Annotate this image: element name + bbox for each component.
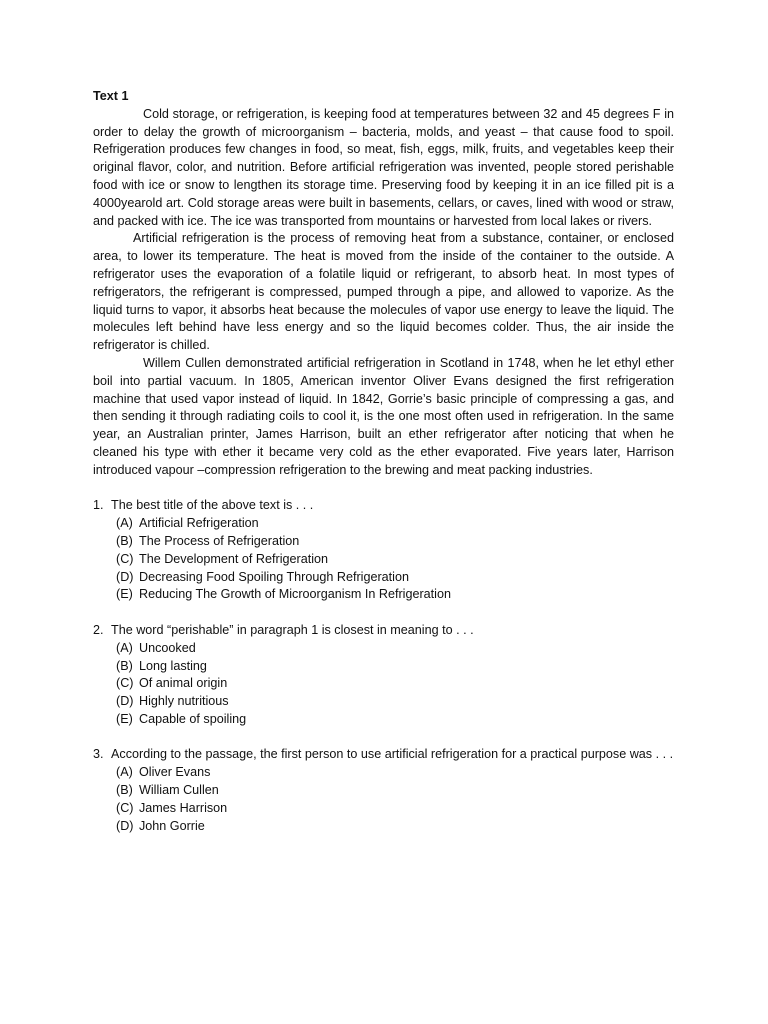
question-number: 3. bbox=[93, 747, 104, 762]
option-item bbox=[116, 586, 674, 604]
document-page bbox=[93, 88, 674, 835]
option-letter: (D) bbox=[116, 694, 134, 709]
option-text: Of animal origin bbox=[139, 676, 228, 691]
question-stem bbox=[93, 497, 674, 515]
option-text: Long lasting bbox=[139, 658, 207, 673]
option-letter: (E) bbox=[116, 711, 133, 726]
option-letter: (A) bbox=[116, 765, 133, 780]
option-letter: (E) bbox=[116, 587, 133, 602]
option-text: James Harrison bbox=[139, 800, 228, 815]
option-list bbox=[93, 764, 674, 835]
option-letter: (B) bbox=[116, 658, 133, 673]
option-text: Oliver Evans bbox=[139, 765, 211, 780]
option-letter: (C) bbox=[116, 800, 134, 815]
option-item bbox=[116, 569, 674, 587]
option-item bbox=[116, 693, 674, 711]
question-text: The word “perishable” in paragraph 1 is closest in meaning to . . . bbox=[111, 622, 474, 637]
option-letter: (D) bbox=[116, 818, 134, 833]
option-item bbox=[116, 782, 674, 800]
paragraph-2: Artificial refrigeration is the process of removing heat from a substance, container, or enclosed area, to lower its temperature. The heat is moved from the inside of the container to the outside. A refrigerator uses the evaporation of a folatile liquid or refrigerant, to absorb heat. In most types of refrigerators, the refrigerant is compressed, pumped through a pipe, and allowed to vaporize. As the liquid turns to vapor, it absorbs heat because the molecules of vapor use energy to leave the liquid. The molecules left behind have less energy and so the liquid becomes colder. Thus, the air inside the refrigerator is chilled. bbox=[93, 231, 674, 353]
question-2 bbox=[93, 622, 674, 729]
option-text: William Cullen bbox=[139, 783, 219, 798]
option-item bbox=[116, 764, 674, 782]
option-item bbox=[116, 711, 674, 729]
option-text: John Gorrie bbox=[139, 818, 205, 833]
option-item bbox=[116, 800, 674, 818]
option-text: Decreasing Food Spoiling Through Refrigeration bbox=[139, 569, 409, 584]
question-1 bbox=[93, 497, 674, 604]
option-item bbox=[116, 515, 674, 533]
question-number: 1. bbox=[93, 498, 104, 513]
option-text: Uncooked bbox=[139, 640, 196, 655]
question-stem bbox=[93, 746, 674, 764]
option-list bbox=[93, 515, 674, 604]
option-item bbox=[116, 640, 674, 658]
option-item bbox=[116, 675, 674, 693]
text-heading: Text 1 bbox=[93, 89, 129, 103]
option-letter: (B) bbox=[116, 783, 133, 798]
paragraph-3: Willem Cullen demonstrated artificial refrigeration in Scotland in 1748, when he let ethyl ether boil into partial vacuum. In 1805, American inventor Oliver Evans designed the first refrigeration machine that used vapor instead of liquid. In 1842, Gorrie’s basic principle of compressing a gas, and then sending it through radiating coils to cool it, is the one most often used in refrigeration. In the same year, an Australian printer, James Harrison, built an ether refrigerator after noticing that when he cleaned his type with ether it became very cold as the ether evaporated. Five years later, Harrison introduced vapour –compression refrigeration to the brewing and meat packing industries. bbox=[93, 355, 674, 477]
option-item bbox=[116, 551, 674, 569]
option-letter: (A) bbox=[116, 640, 133, 655]
option-text: Reducing The Growth of Microorganism In Refrigeration bbox=[139, 587, 451, 602]
question-text: According to the passage, the first person to use artificial refrigeration for a practical purpose was . . . bbox=[111, 747, 674, 762]
option-text: The Development of Refrigeration bbox=[139, 551, 329, 566]
option-letter: (A) bbox=[116, 516, 133, 531]
option-item bbox=[116, 818, 674, 836]
option-letter: (B) bbox=[116, 533, 133, 548]
option-letter: (C) bbox=[116, 551, 134, 566]
option-text: Capable of spoiling bbox=[139, 711, 247, 726]
option-letter: (C) bbox=[116, 676, 134, 691]
question-3 bbox=[93, 746, 674, 835]
option-text: Artificial Refrigeration bbox=[139, 516, 259, 531]
option-text: Highly nutritious bbox=[139, 694, 229, 709]
option-item bbox=[116, 658, 674, 676]
option-text: The Process of Refrigeration bbox=[139, 533, 300, 548]
question-text: The best title of the above text is . . . bbox=[111, 498, 314, 513]
option-letter: (D) bbox=[116, 569, 134, 584]
option-list bbox=[93, 640, 674, 729]
question-stem bbox=[93, 622, 674, 640]
option-item bbox=[116, 533, 674, 551]
paragraph-1: Cold storage, or refrigeration, is keeping food at temperatures between 32 and 45 degrees F in order to delay the growth of microorganism – bacteria, molds, and yeast – that cause food to spoil. Refrigeration produces few changes in food, so meat, fish, eggs, milk, fruits, and vegetables keep their original flavor, color, and nutrition. Before artificial refrigeration was invented, people stored perishable food with ice or snow to lengthen its storage time. Preserving food by keeping it in an ice filled pit is a 4000yearold art. Cold storage areas were built in basements, cellars, or caves, lined with wood or straw, and packed with ice. The ice was transported from mountains or harvested from local lakes or rivers. bbox=[93, 106, 674, 228]
question-number: 2. bbox=[93, 622, 104, 637]
